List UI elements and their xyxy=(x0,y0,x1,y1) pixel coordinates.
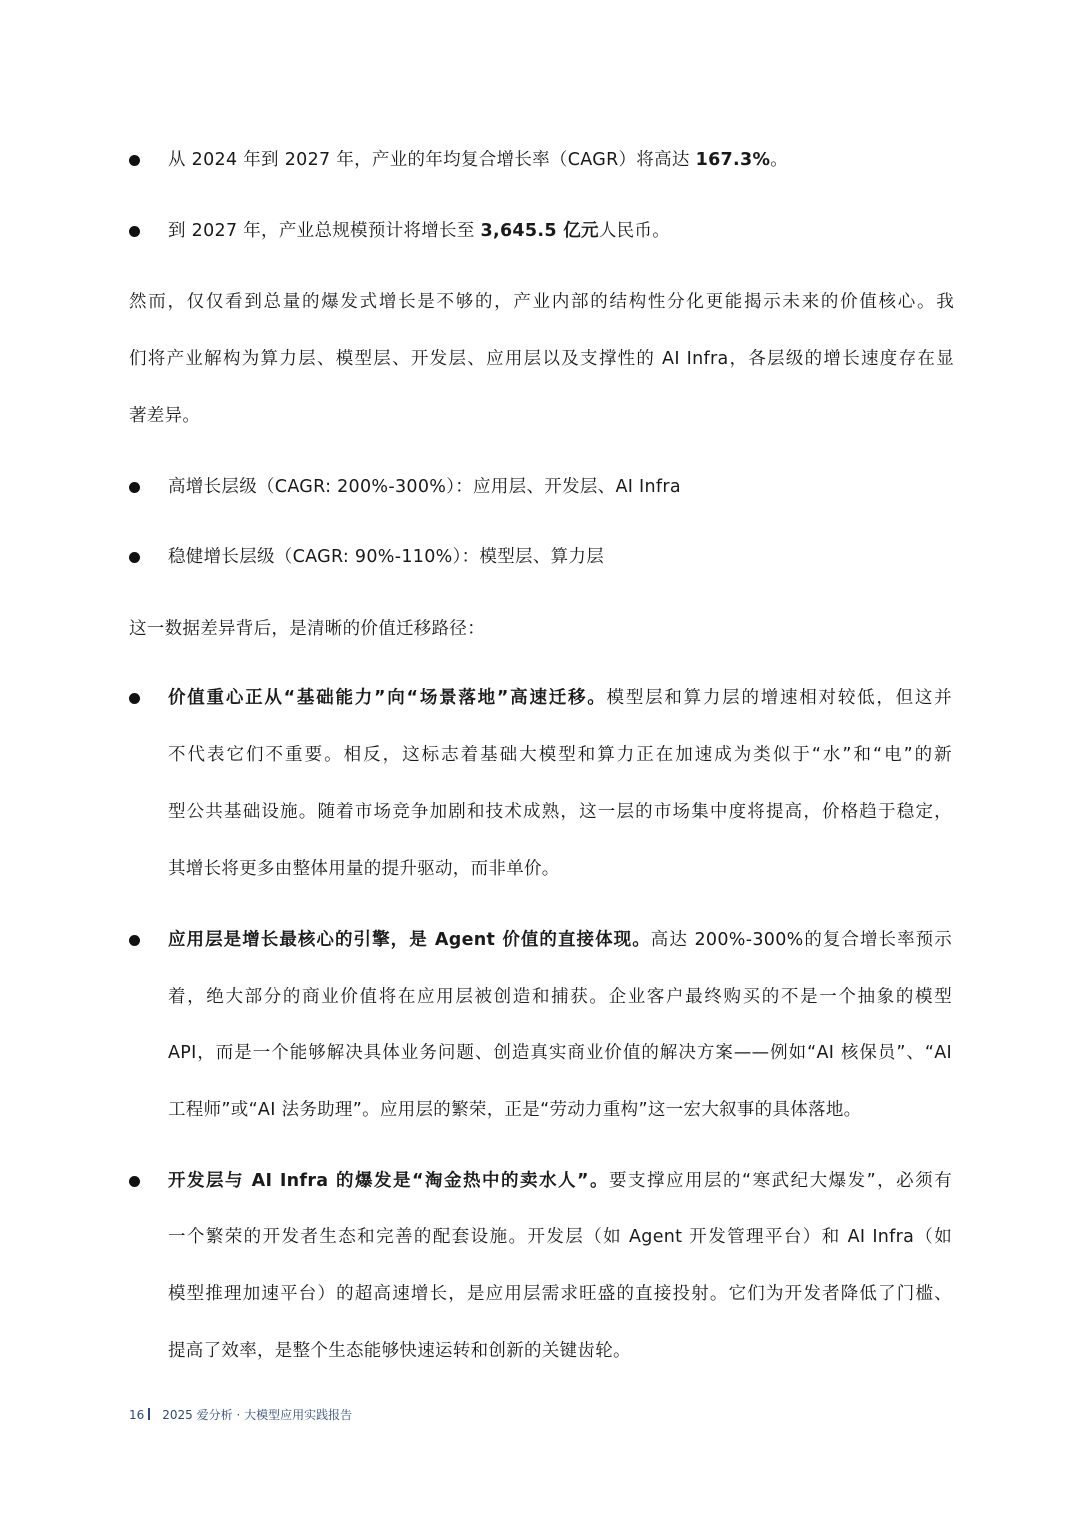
intro-bullet-1 xyxy=(168,146,952,174)
value-bullet-1-heading: 价值重心正从“基础能力”向“场景落地”高速迁移。 xyxy=(168,688,607,708)
page-number: 16 xyxy=(129,1408,145,1422)
page-footer xyxy=(129,1406,352,1424)
intro-bullet-2-end: 人民币。 xyxy=(598,221,671,241)
intro-bullet-2-bold: 3,645.5 亿元 xyxy=(480,221,599,241)
bullet-icon xyxy=(129,552,140,563)
paragraph-line: 们将产业解构为算力层、模型层、开发层、应用层以及支撑性的 AI Infra，各层级的增长速度存在显 xyxy=(129,349,954,369)
bullet-icon xyxy=(129,482,140,493)
tier-bullet-steady: 稳健增长层级（CAGR: 90%-110%）：模型层、算力层 xyxy=(168,547,605,567)
paragraph-line: 著差异。 xyxy=(129,406,201,426)
value-bullet-1-line: 型公共基础设施。随着市场竞争加剧和技术成熟，这一层的市场集中度将提高，价格趋于稳定， xyxy=(168,802,952,822)
bullet-icon xyxy=(129,155,140,166)
value-bullet-3-line xyxy=(168,1167,952,1195)
value-bullet-3-line: 模型推理加速平台）的超高速增长，是应用层需求旺盛的直接投射。它们为开发者降低了门槛、 xyxy=(168,1284,952,1304)
value-bullet-2-line: 工程师”或“AI 法务助理”。应用层的繁荣，正是“劳动力重构”这一宏大叙事的具体落地。 xyxy=(168,1100,862,1120)
paragraph-line: 然而，仅仅看到总量的爆发式增长是不够的，产业内部的结构性分化更能揭示未来的价值核心。我 xyxy=(129,292,954,312)
value-bullet-1-line: 其增长将更多由整体用量的提升驱动，而非单价。 xyxy=(168,859,560,879)
value-bullet-1-rest: 模型层和算力层的增速相对较低，但这并 xyxy=(606,688,952,708)
value-bullet-3-rest: 要支撑应用层的“寒武纪大爆发”，必须有 xyxy=(609,1171,952,1191)
intro-bullet-2 xyxy=(168,217,952,245)
value-bullet-3-line: 一个繁荣的开发者生态和完善的配套设施。开发层（如 Agent 开发管理平台）和 AI Infra（如 xyxy=(168,1227,952,1247)
transition-text: 这一数据差异背后，是清晰的价值迁移路径： xyxy=(129,619,485,639)
value-bullet-2-heading: 应用层是增长最核心的引擎，是 Agent 价值的直接体现。 xyxy=(168,930,651,950)
value-bullet-3-heading: 开发层与 AI Infra 的爆发是“淘金热中的卖水人”。 xyxy=(168,1171,610,1191)
intro-bullet-1-text: 从 2024 年到 2027 年，产业的年均复合增长率（CAGR）将高达 xyxy=(168,150,696,170)
value-bullet-2-line: API，而是一个能够解决具体业务问题、创造真实商业价值的解决方案——例如“AI 核保员”、“AI xyxy=(168,1043,952,1063)
intro-bullet-1-end: 。 xyxy=(770,150,789,170)
tier-bullet-high: 高增长层级（CAGR: 200%-300%）：应用层、开发层、AI Infra xyxy=(168,477,681,497)
bullet-icon xyxy=(129,1176,140,1187)
report-title: 2025 爱分析 · 大模型应用实践报告 xyxy=(162,1408,353,1422)
bullet-icon xyxy=(129,935,140,946)
value-bullet-2-rest: 高达 200%-300%的复合增长率预示 xyxy=(650,930,952,950)
bullet-icon xyxy=(129,693,140,704)
intro-bullet-1-bold: 167.3% xyxy=(695,150,771,170)
value-bullet-2-line: 着，绝大部分的商业价值将在应用层被创造和捕获。企业客户最终购买的不是一个抽象的模型 xyxy=(168,987,952,1007)
value-bullet-3-line: 提高了效率，是整个生态能够快速运转和创新的关键齿轮。 xyxy=(168,1341,631,1361)
bullet-icon xyxy=(129,226,140,237)
footer-divider xyxy=(148,1408,150,1420)
value-bullet-1-line: 不代表它们不重要。相反，这标志着基础大模型和算力正在加速成为类似于“水”和“电”的新 xyxy=(168,745,952,765)
intro-bullet-2-text: 到 2027 年，产业总规模预计将增长至 xyxy=(168,221,481,241)
value-bullet-1-line xyxy=(168,684,952,712)
value-bullet-2-line xyxy=(168,926,952,954)
